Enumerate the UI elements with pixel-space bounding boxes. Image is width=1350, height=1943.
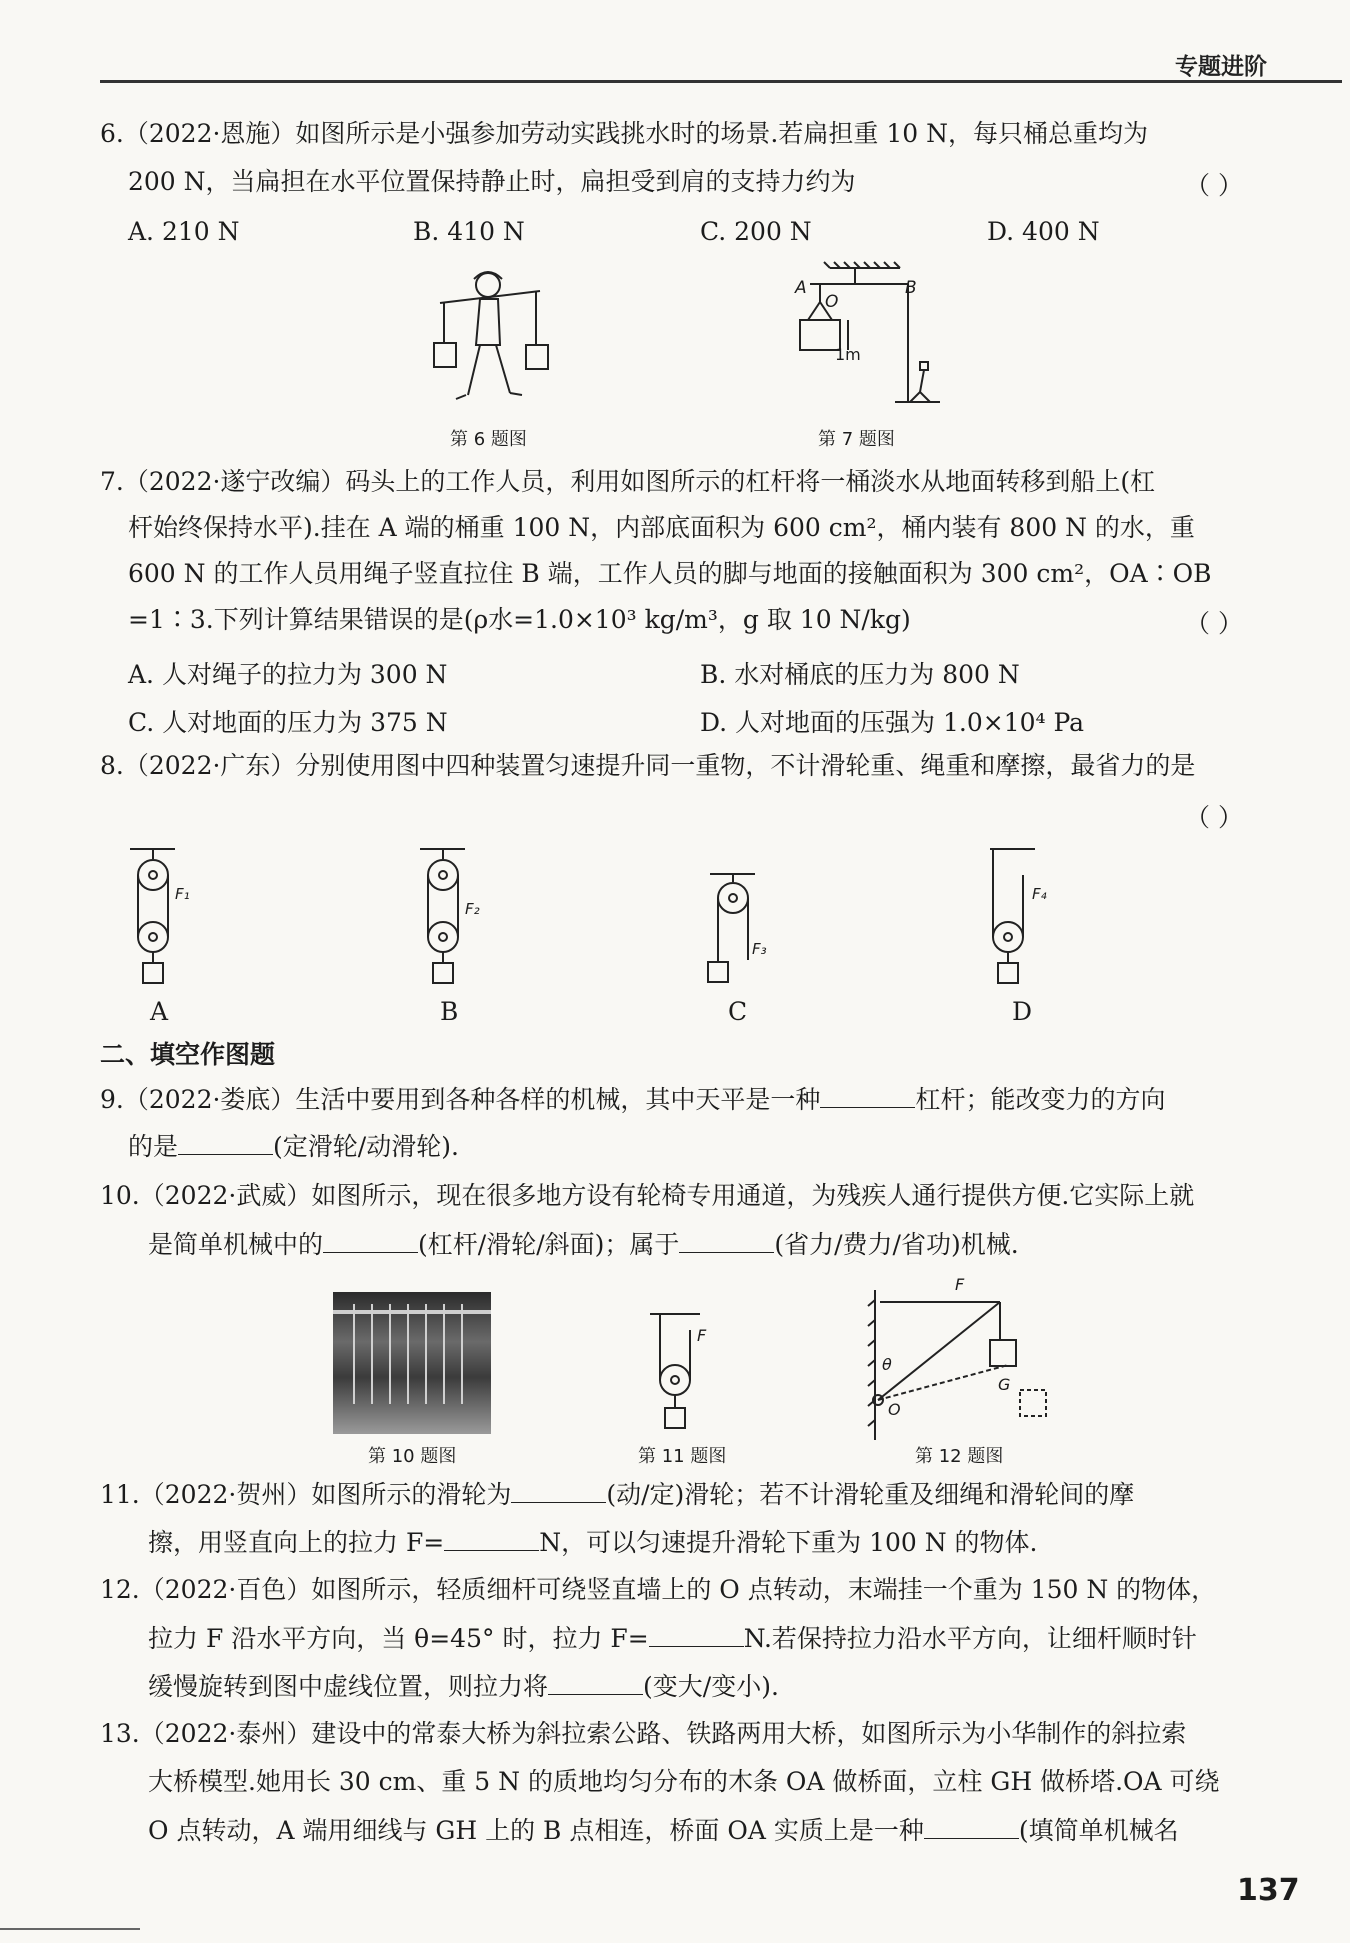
q8-figure-d <box>985 845 1045 995</box>
q10-figure-caption: 第 10 题图 <box>368 1446 457 1467</box>
q7-option-b: B. 水对桶底的压力为 800 N <box>700 660 1020 689</box>
q10-text-2b: (杠杆/滑轮/斜面)；属于 <box>418 1230 680 1259</box>
q7-label-a: A <box>795 278 807 298</box>
q8-figure-b <box>415 845 475 995</box>
q9-line-2 <box>128 1130 459 1163</box>
q6-line-2: 200 N，当扁担在水平位置保持静止时，扁担受到肩的支持力约为 <box>128 167 856 196</box>
q6-option-d: D. 400 N <box>987 217 1100 246</box>
q8-force-c: F₃ <box>752 940 767 958</box>
q12-g-label: G <box>998 1375 1011 1394</box>
q12-figure-caption: 第 12 题图 <box>915 1446 1004 1467</box>
q7-answer-bracket: （ ） <box>1185 609 1243 638</box>
q7-line-1: 7.（2022·遂宁改编）码头上的工作人员，利用如图所示的杠杆将一桶淡水从地面转移到船上(杠 <box>100 467 1156 496</box>
q8-line-1: 8.（2022·广东）分别使用图中四种装置匀速提升同一重物，不计滑轮重、绳重和摩擦，最省力的是 <box>100 751 1196 780</box>
q10-text-2c: (省力/费力/省功)机械. <box>774 1230 1019 1259</box>
q7-label-1m: 1m <box>835 345 861 364</box>
q9-blank-1[interactable] <box>820 1083 915 1108</box>
q9-text-1a: 9.（2022·娄底）生活中要用到各种各样的机械，其中天平是一种 <box>100 1085 821 1114</box>
q9-line-1 <box>100 1083 1165 1116</box>
q12-theta-label: θ <box>882 1355 892 1374</box>
footer-rule <box>0 1928 140 1930</box>
q12-text-3a: 缓慢旋转到图中虚线位置，则拉力将 <box>148 1672 549 1701</box>
q9-text-1b: 杠杆；能改变力的方向 <box>915 1085 1166 1114</box>
q12-blank-2[interactable] <box>548 1670 643 1695</box>
q12-blank-1[interactable] <box>649 1622 744 1647</box>
q10-text-2a: 是简单机械中的 <box>148 1230 324 1259</box>
q11-blank-1[interactable] <box>511 1478 606 1503</box>
q9-text-2b: (定滑轮/动滑轮). <box>273 1132 459 1161</box>
q11-text-1a: 11.（2022·贺州）如图所示的滑轮为 <box>100 1480 512 1509</box>
q11-line-1 <box>100 1478 1134 1511</box>
q8-label-d: D <box>1012 997 1033 1026</box>
section-tag: 专题进阶 <box>1175 54 1267 80</box>
q11-blank-2[interactable] <box>444 1526 539 1551</box>
q11-text-2b: N，可以匀速提升滑轮下重为 100 N 的物体. <box>539 1528 1038 1557</box>
q8-force-d: F₄ <box>1032 885 1047 903</box>
q9-text-2a: 的是 <box>128 1132 179 1161</box>
q6-answer-bracket: （ ） <box>1185 171 1243 200</box>
q12-text-2b: N.若保持拉力沿水平方向，让细杆顺时针 <box>743 1624 1197 1653</box>
q7-figure-caption: 第 7 题图 <box>818 429 895 450</box>
q7-option-d: D. 人对地面的压强为 1.0×10⁴ Pa <box>700 708 1085 737</box>
q12-line-1: 12.（2022·百色）如图所示，轻质细杆可绕竖直墙上的 O 点转动，末端挂一个重为 150 N 的物体， <box>100 1575 1217 1604</box>
q10-blank-1[interactable] <box>323 1228 418 1253</box>
q13-line-3 <box>148 1814 1179 1847</box>
q7-label-b: B <box>905 278 917 298</box>
q7-option-c: C. 人对地面的压力为 375 N <box>128 708 448 737</box>
q6-option-b: B. 410 N <box>413 217 525 246</box>
q8-figure-a <box>125 845 185 995</box>
q6-option-c: C. 200 N <box>700 217 812 246</box>
q11-line-2 <box>148 1526 1038 1559</box>
q10-blank-2[interactable] <box>679 1228 774 1253</box>
q7-line-3: 600 N 的工作人员用绳子竖直拉住 B 端，工作人员的脚与地面的接触面积为 300 cm²，OA∶OB <box>128 559 1212 588</box>
q12-line-3 <box>148 1670 779 1703</box>
q13-line-2: 大桥模型.她用长 30 cm、重 5 N 的质地均匀分布的木条 OA 做桥面，立柱 GH 做桥塔.OA 可绕 <box>148 1767 1220 1796</box>
q12-text-2a: 拉力 F 沿水平方向，当 θ=45° 时，拉力 F= <box>148 1624 649 1653</box>
q8-figure-c <box>705 870 765 995</box>
q11-text-2a: 擦，用竖直向上的拉力 F= <box>148 1528 445 1557</box>
q8-force-a: F₁ <box>175 885 190 903</box>
q7-figure <box>790 262 940 422</box>
q12-line-2 <box>148 1622 1197 1655</box>
q6-line-1: 6.（2022·恩施）如图所示是小强参加劳动实践挑水时的场景.若扁担重 10 N，每只桶总重均为 <box>100 119 1148 148</box>
q7-line-2: 杆始终保持水平).挂在 A 端的桶重 100 N，内部底面积为 600 cm²，桶内装有 800 N 的水，重 <box>128 513 1195 542</box>
q11-text-1b: (动/定)滑轮；若不计滑轮重及细绳和滑轮间的摩 <box>606 1480 1135 1509</box>
q12-o-label: O <box>888 1400 901 1419</box>
q8-label-b: B <box>440 997 459 1026</box>
q6-figure <box>430 265 550 425</box>
q7-line-4: =1∶3.下列计算结果错误的是(ρ水=1.0×10³ kg/m³，g 取 10 N/kg) <box>128 605 911 634</box>
q9-blank-2[interactable] <box>178 1130 273 1155</box>
q8-label-c: C <box>728 997 748 1026</box>
q12-text-3b: (变大/变小). <box>643 1672 779 1701</box>
q6-option-a: A. 210 N <box>128 217 240 246</box>
q8-answer-bracket: （ ） <box>1185 803 1243 832</box>
q7-label-o: O <box>825 292 839 312</box>
q8-label-a: A <box>150 997 169 1026</box>
q10-line-1: 10.（2022·武威）如图所示，现在很多地方设有轮椅专用通道，为残疾人通行提供方便.它实际上就 <box>100 1181 1195 1210</box>
q13-line-1: 13.（2022·泰州）建设中的常泰大桥为斜拉索公路、铁路两用大桥，如图所示为小华制作的斜拉索 <box>100 1719 1187 1748</box>
q10-photo <box>333 1292 491 1434</box>
q13-text-3a: O 点转动，A 端用细线与 GH 上的 B 点相连，桥面 OA 实质上是一种 <box>148 1816 924 1845</box>
q13-blank-1[interactable] <box>924 1814 1019 1839</box>
q6-figure-caption: 第 6 题图 <box>450 429 527 450</box>
q13-text-3b: (填简单机械名 <box>1018 1816 1179 1845</box>
q11-force-label: F <box>697 1326 707 1345</box>
q7-option-a: A. 人对绳子的拉力为 300 N <box>128 660 448 689</box>
q8-force-b: F₂ <box>465 900 480 918</box>
section-title: 二、填空作图题 <box>100 1040 276 1069</box>
q11-figure-caption: 第 11 题图 <box>638 1446 727 1467</box>
page-number: 137 <box>1237 1873 1300 1908</box>
header-rule <box>100 80 1342 83</box>
q12-force-label: F <box>955 1275 965 1294</box>
q10-line-2 <box>148 1228 1019 1261</box>
